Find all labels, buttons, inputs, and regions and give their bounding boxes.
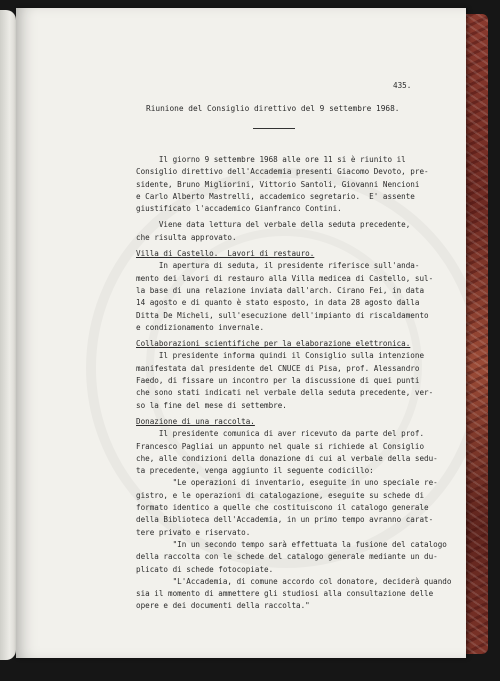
body-line: giustificato l'accademico Gianfranco Contini. [136,204,342,214]
facing-page-edge [0,10,16,660]
body-line: Francesco Pagliai un appunto nel quale si richiede al Consiglio [136,441,425,451]
body-line: formato identico a quelle che costituiscono il catalogo generale [136,503,429,513]
body-line: la base di una relazione inviata dall'arch. Cirano Fei, in data [136,285,425,295]
body-line: Consiglio direttivo dell'Accademia presenti Giacomo Devoto, pre- [136,167,429,177]
section-heading: Donazione di una raccolta. [136,416,255,426]
body-line: opere e dei documenti della raccolta." [136,601,310,611]
body-line: che sono stati indicati nel verbale della seduta precedente, ver- [136,388,434,398]
section-heading: Villa di Castello. Lavori di restauro. [136,249,315,259]
body-line: della Biblioteca dell'Accademia, in un primo tempo avranno carat- [136,515,434,525]
body-line: gistro, e le operazioni di catalogazione, eseguite su schede di [136,490,425,500]
body-line: che risulta approvato. [136,232,237,242]
minutes-body [136,154,451,613]
body-line: Il presidente informa quindi il Consiglio sulla intenzione [136,351,425,361]
body-line: e Carlo Alberto Mastrelli, accademico segretario. E' assente [136,191,415,201]
body-line: plicato di schede fotocopiate. [136,564,274,574]
body-line: Viene data lettura del verbale della seduta precedente, [136,220,411,230]
body-line: "Le operazioni di inventario, eseguite in uno speciale re- [136,478,438,488]
section-heading: Collaborazioni scientifiche per la elaborazione elettronica. [136,339,411,349]
body-line: Ditta De Micheli, sull'esecuzione dell'impianto di riscaldamento [136,310,429,320]
body-line: "L'Accademia, di comune accordo col donatore, deciderà quando [136,576,452,586]
body-line: manifestata dal presidente del CNUCE di Pisa, prof. Alessandro [136,363,420,373]
body-line: Il presidente comunica di aver ricevuto da parte del prof. [136,429,425,439]
body-line: che, alle condizioni della donazione di cui al verbale della sedu- [136,453,438,463]
heading-rule [253,128,295,129]
document-page [16,8,466,658]
body-line: sidente, Bruno Migliorini, Vittorio Santoli, Giovanni Nencioni [136,179,420,189]
body-line: 14 agosto e di quanto è stato esposto, in data 28 agosto dalla [136,298,420,308]
page-number: 435. [393,81,412,90]
minutes-heading: Riunione del Consiglio direttivo del 9 settembre 1968. [146,104,400,113]
body-line: e condizionamento invernale. [136,322,265,332]
body-line: "In un secondo tempo sarà effettuata la fusione del catalogo [136,539,447,549]
body-line: della raccolta con le schede del catalogo generale mediante un du- [136,552,438,562]
body-line: In apertura di seduta, il presidente riferisce sull'anda- [136,261,420,271]
body-line: Il giorno 9 settembre 1968 alle ore 11 si è riunito il [136,155,406,164]
body-line: mento dei lavori di restauro alla Villa medicea di Castello, sul- [136,273,434,283]
body-line: sia il momento di ammettere gli studiosi alla consultazione delle [136,589,434,599]
body-line: tere privato e riservato. [136,527,251,537]
body-line: ta precedente, venga aggiunto il seguente codicillo: [136,466,374,476]
body-line: so la fine del mese di settembre. [136,400,287,410]
body-line: Faedo, di fissare un incontro per la discussione di quei punti [136,376,420,386]
